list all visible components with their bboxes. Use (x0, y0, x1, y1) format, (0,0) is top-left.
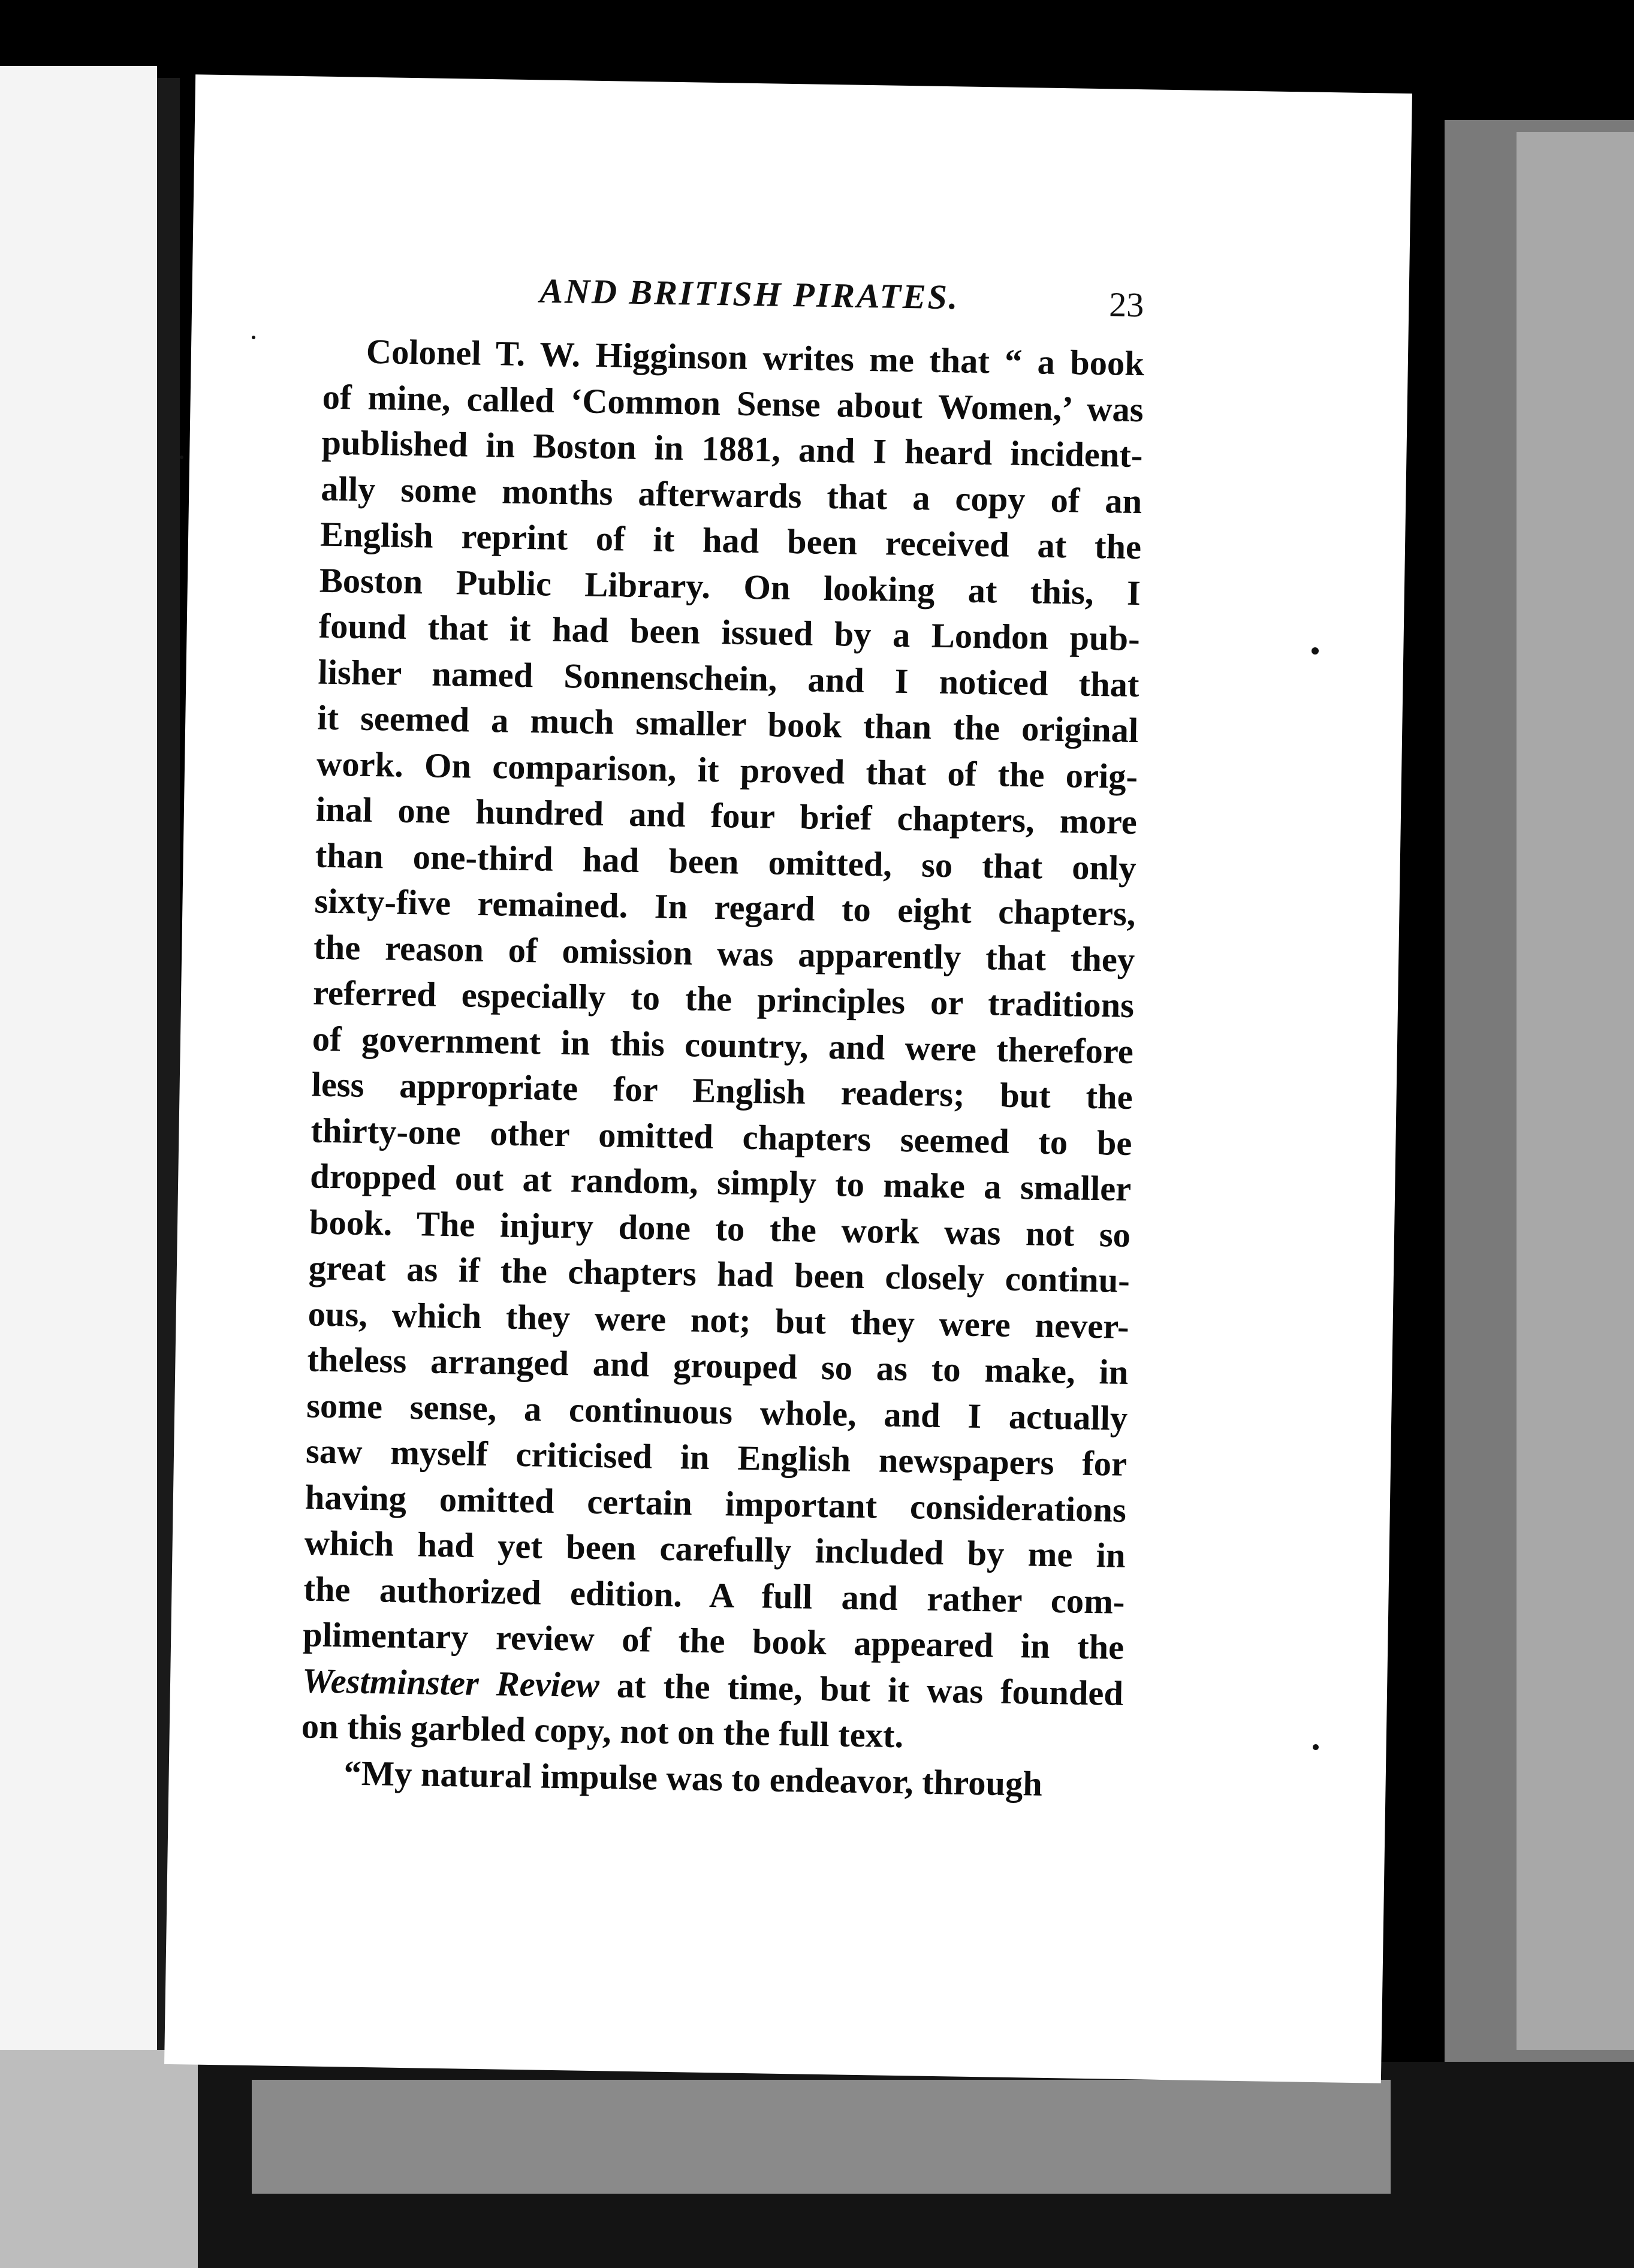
left-page-bottom-edge (0, 2050, 198, 2268)
quote-paragraph-line: “My natural impulse was to endeavor, through (343, 1753, 1043, 1803)
text-line-rest: at the time, but it was founded (599, 1665, 1124, 1713)
text-line: English reprint of it had been received at the (319, 514, 1142, 567)
journal-title-italic: Westminster Review (302, 1660, 600, 1705)
text-line: saw myself criticised in English newspapers for (305, 1431, 1127, 1483)
book-right-edge-highlight (1517, 132, 1634, 2050)
text-line: ous, which they were not; but they were never- (307, 1293, 1130, 1346)
text-line: lisher named Sonnenschein, and I noticed that (318, 652, 1139, 704)
scan-speck (1312, 647, 1319, 655)
page-header (192, 265, 1409, 338)
text-line: Colonel T. W. Higginson writes me that “ a book (366, 331, 1145, 384)
text-line: dropped out at random, simply to make a smaller (309, 1156, 1132, 1209)
text-line: which had yet been carefully included by me in (304, 1523, 1126, 1575)
text-line: book. The injury done to the work was not so (309, 1202, 1131, 1254)
text-line: of mine, called ‘Common Sense about Women,’ was (322, 377, 1144, 429)
body-text (300, 328, 1144, 1808)
text-line: referred especially to the principles or traditions (312, 973, 1135, 1026)
running-title: AND BRITISH PIRATES. (539, 271, 960, 317)
text-line: Boston Public Library. On looking at this, I (319, 560, 1141, 613)
text-line: the authorized edition. A full and rather com- (303, 1569, 1125, 1621)
text-line: sixty-five remained. In regard to eight chapters, (314, 881, 1136, 934)
text-line: than one-third had been omitted, so that only (315, 836, 1137, 888)
text-line: inal one hundred and four brief chapters, more (315, 789, 1138, 842)
text-line: having omitted certain important considerations (305, 1477, 1127, 1530)
text-line: less appropriate for English readers; but the (311, 1064, 1133, 1117)
paragraph-end-line: on this garbled copy, not on the full text. (301, 1706, 904, 1756)
text-line: ally some months afterwards that a copy of an (320, 469, 1142, 521)
text-line: it seemed a much smaller book than the original (316, 698, 1139, 750)
page-number: 23 (1108, 285, 1144, 325)
book-page (164, 74, 1412, 2083)
page-stack-bottom (252, 2080, 1391, 2194)
left-adjacent-page (0, 66, 157, 2104)
text-line: great as if the chapters had been closely continu- (308, 1248, 1130, 1300)
scan-speck (252, 336, 255, 339)
text-line: theless arranged and grouped so as to make, in (307, 1340, 1129, 1392)
scan-speck (180, 456, 183, 459)
text-line: work. On comparison, it proved that of the orig- (316, 744, 1138, 796)
text-line: plimentary review of the book appeared in the (302, 1615, 1124, 1667)
text-line: thirty-one other omitted chapters seemed to be (310, 1111, 1132, 1163)
text-line: of government in this country, and were therefore (312, 1019, 1134, 1071)
scan-speck (1313, 1744, 1319, 1750)
text-line: published in Boston in 1881, and I heard incident- (321, 423, 1143, 475)
text-line: the reason of omission was apparently that they (313, 927, 1135, 979)
text-line: some sense, a continuous whole, and I actually (306, 1385, 1128, 1438)
text-line: found that it had been issued by a London pub- (318, 606, 1141, 659)
